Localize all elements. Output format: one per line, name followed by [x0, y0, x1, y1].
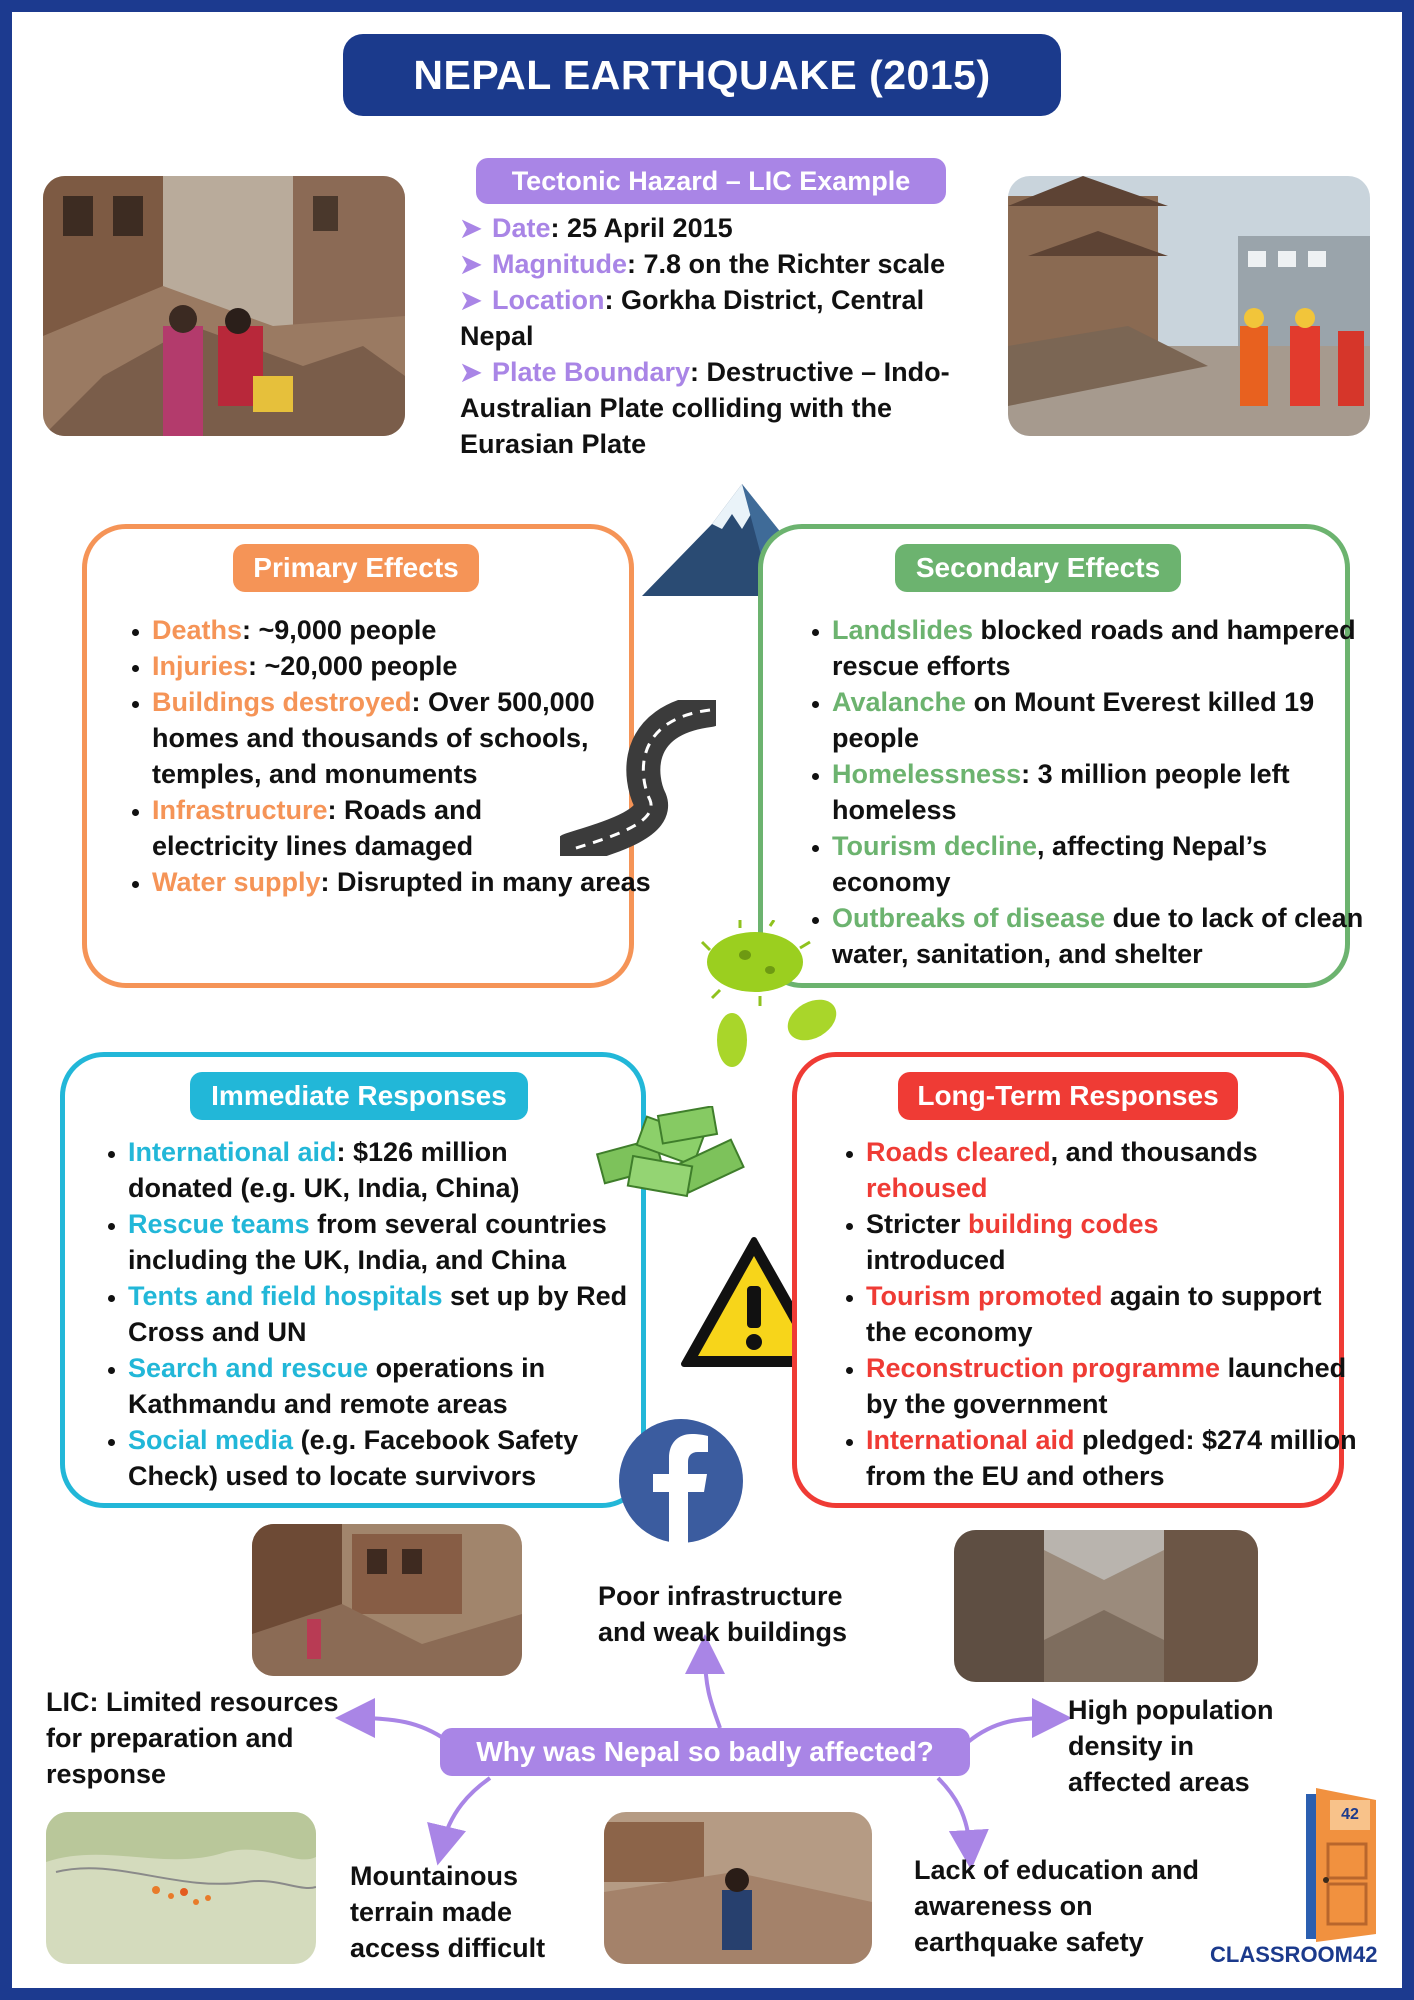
- fact-value: : 7.8 on the Richter scale: [627, 249, 946, 279]
- list-item: • Avalanche on Mount Everest killed 19 people: [832, 684, 1372, 756]
- fact-value: : Destructive – Indo-Australian Plate colliding with the Eurasian Plate: [460, 357, 950, 459]
- list-item: • Search and rescue operations in Kathmandu and remote areas: [128, 1350, 668, 1422]
- list-item: • Outbreaks of disease due to lack of clean water, sanitation, and shelter: [832, 900, 1372, 972]
- immediate-responses-heading: Immediate Responses: [190, 1072, 528, 1120]
- list-item: • Deaths: ~9,000 people: [152, 612, 652, 648]
- list-item: • Social media (e.g. Facebook Safety Check) used to locate survivors: [128, 1422, 668, 1494]
- fact-label: Plate Boundary: [492, 357, 691, 387]
- fact-label: Magnitude: [492, 249, 627, 279]
- list-item: • International aid: $126 million donated (e.g. UK, India, China): [128, 1134, 668, 1206]
- list-item: • Stricter building codes introduced: [866, 1206, 1366, 1278]
- list-item: • Water supply: Disrupted in many areas: [152, 864, 652, 900]
- arrow-left: [355, 1718, 446, 1740]
- subtitle-badge: Tectonic Hazard – LIC Example: [476, 158, 946, 204]
- chevron-icon: ➤: [460, 357, 482, 387]
- longterm-responses-heading: Long-Term Responses: [898, 1072, 1238, 1120]
- reason-infrastructure: Poor infrastructure and weak buildings: [598, 1581, 848, 1647]
- list-item: • Homelessness: 3 million people left homeless: [832, 756, 1372, 828]
- list-item: • Infrastructure: Roads and electricity lines damaged: [152, 792, 652, 864]
- fact-label: Date: [492, 213, 551, 243]
- fact-label: Location: [492, 285, 605, 315]
- list-item: • Tourism promoted again to support the economy: [866, 1278, 1366, 1350]
- arrow-down-left: [442, 1778, 490, 1846]
- arrow-down-right: [938, 1778, 970, 1850]
- list-item: • Roads cleared, and thousands rehoused: [866, 1134, 1366, 1206]
- list-item: • Landslides blocked roads and hampered rescue efforts: [832, 612, 1372, 684]
- reason-population: High population density in affected areas: [1068, 1695, 1274, 1797]
- chevron-icon: ➤: [460, 249, 482, 279]
- reason-lic: LIC: Limited resources for preparation and response: [46, 1687, 339, 1789]
- chevron-icon: ➤: [460, 285, 482, 315]
- list-item: • Rescue teams from several countries including the UK, India, and China: [128, 1206, 668, 1278]
- reason-education: Lack of education and awareness on earthquake safety: [914, 1855, 1200, 1957]
- list-item: • Injuries: ~20,000 people: [152, 648, 652, 684]
- fact-value: : 25 April 2015: [550, 213, 733, 243]
- list-item: • Tourism decline, affecting Nepal’s economy: [832, 828, 1372, 900]
- arrow-right: [968, 1718, 1052, 1742]
- arrow-up: [705, 1654, 720, 1728]
- fact-value: : Gorkha District, Central Nepal: [460, 285, 925, 351]
- page-title: NEPAL EARTHQUAKE (2015): [343, 34, 1061, 116]
- why-question-badge: Why was Nepal so badly affected?: [440, 1728, 970, 1776]
- logo-text: CLASSROOM42: [1210, 1942, 1378, 1967]
- list-item: • Reconstruction programme launched by the government: [866, 1350, 1366, 1422]
- list-item: • Buildings destroyed: Over 500,000 homes and thousands of schools, temples, and monuments: [152, 684, 652, 792]
- logo-number: 42: [1330, 1800, 1370, 1830]
- reason-terrain: Mountainous terrain made access difficult: [350, 1861, 546, 1963]
- primary-effects-heading: Primary Effects: [233, 544, 479, 592]
- list-item: • Tents and field hospitals set up by Red Cross and UN: [128, 1278, 668, 1350]
- list-item: • International aid pledged: $274 million from the EU and others: [866, 1422, 1366, 1494]
- secondary-effects-heading: Secondary Effects: [895, 544, 1181, 592]
- chevron-icon: ➤: [460, 213, 482, 243]
